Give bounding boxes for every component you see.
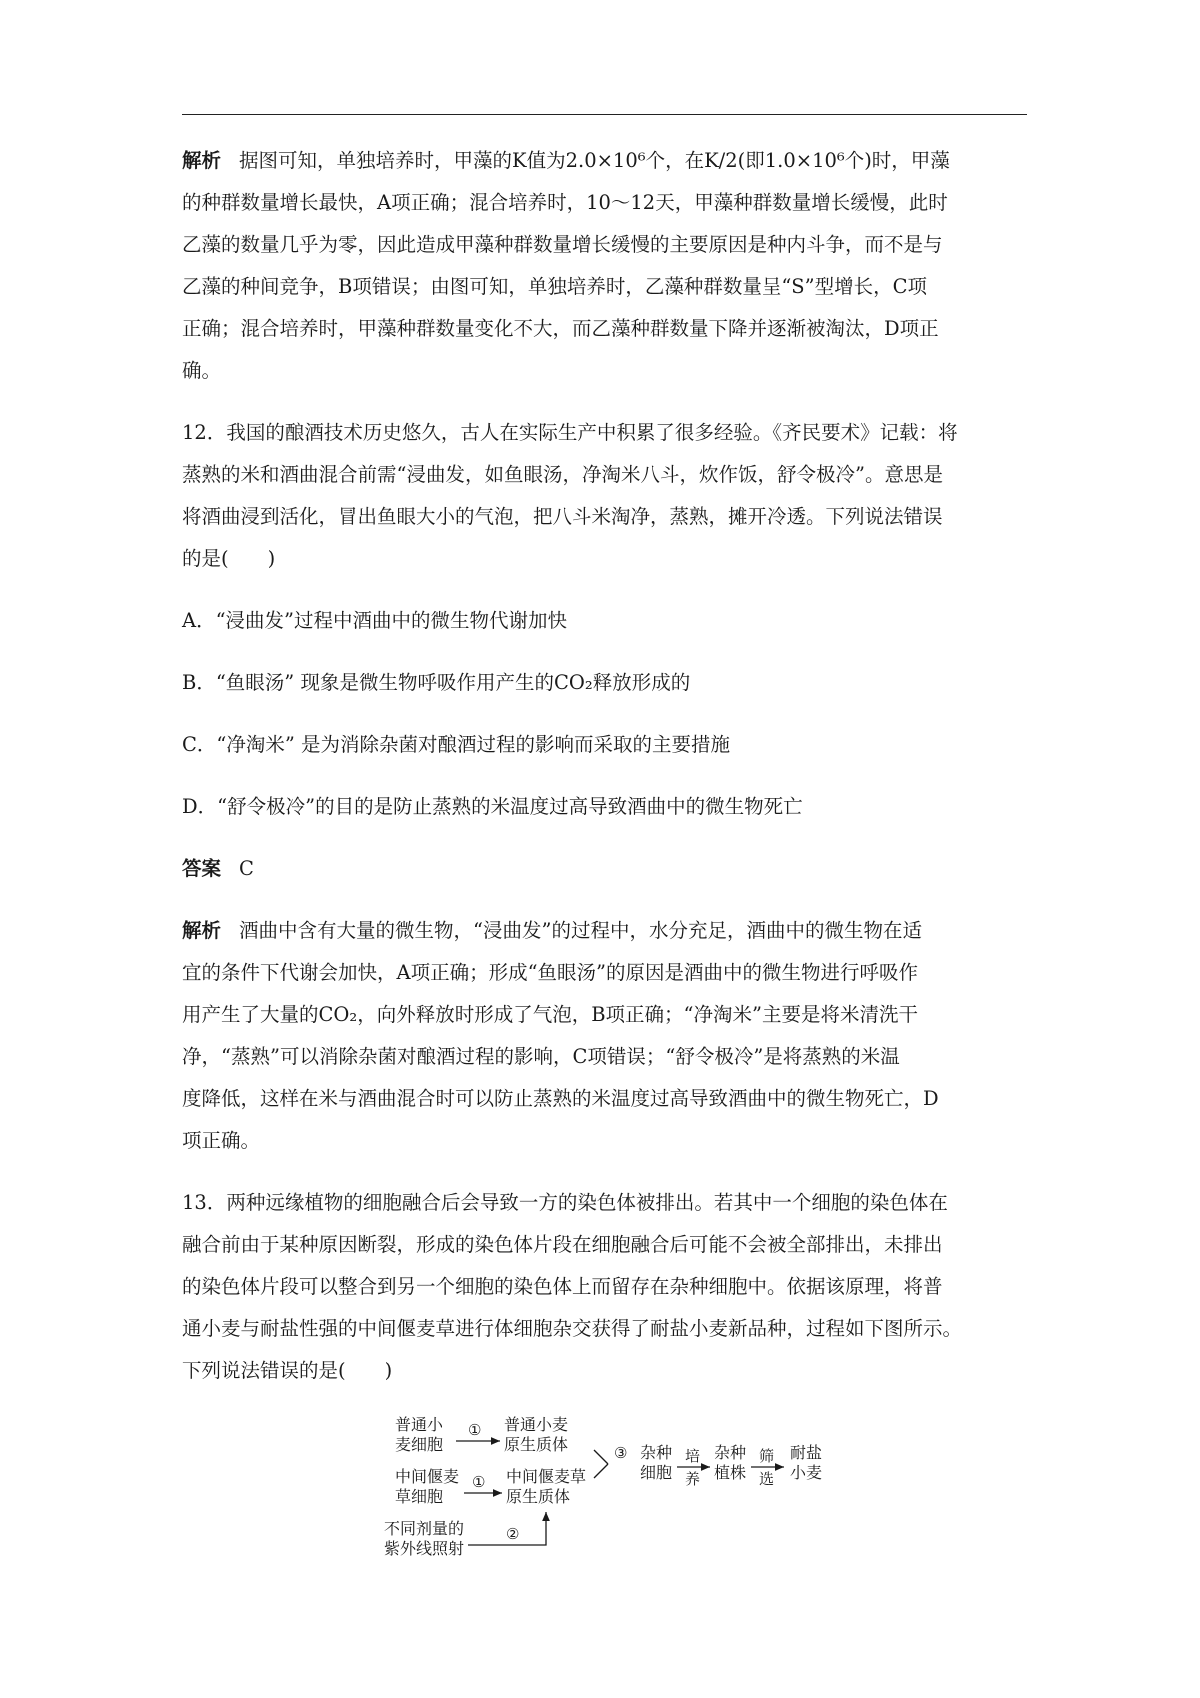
uv-label-2: 紫外线照射 — [384, 1539, 465, 1558]
hybrid-plant-label-1: 杂种 — [714, 1443, 747, 1462]
wheat-protoplast-label-2: 原生质体 — [504, 1435, 569, 1454]
question-line: 蒸熟的米和酒曲混合前需“浸曲发，如鱼眼汤，净淘米八斗，炊作饭，舒令极冷”。意思是 — [182, 463, 943, 486]
answer-value: C — [239, 857, 254, 880]
step2-label: ② — [506, 1525, 520, 1543]
answer-label: 答案 — [182, 857, 222, 880]
analysis-line: 确。 — [182, 359, 222, 382]
step1-label-grass: ① — [472, 1473, 486, 1491]
merge-line-bottom — [594, 1464, 608, 1478]
culture-label-2: 养 — [685, 1470, 701, 1488]
option-a: A．“浸曲发”过程中酒曲中的微生物代谢加快 — [182, 609, 568, 632]
question-13 — [182, 1182, 1027, 1392]
grass-protoplast-label-2: 原生质体 — [506, 1487, 571, 1506]
analysis-line: 项正确。 — [182, 1129, 261, 1152]
question-line: 融合前由于某种原因断裂，形成的染色体片段在细胞融合后可能不会被全部排出，未排出 — [182, 1233, 943, 1256]
analysis-line: 解析 酒曲中含有大量的微生物，“浸曲发”的过程中，水分充足，酒曲中的微生物在适 — [182, 919, 922, 942]
grass-cell-label-1: 中间偃麦 — [395, 1467, 460, 1486]
page-content — [182, 140, 1027, 1392]
grass-cell-label-2: 草细胞 — [395, 1487, 444, 1506]
analysis-line: 度降低，这样在米与酒曲混合时可以防止蒸熟的米温度过高导致酒曲中的微生物死亡，D — [182, 1087, 939, 1110]
hybrid-cell-label-1: 杂种 — [640, 1443, 673, 1462]
merge-line-top — [594, 1450, 608, 1464]
analysis-line: 净，“蒸熟”可以消除杂菌对酿酒过程的影响，C项错误；“舒令极冷”是将蒸熟的米温 — [182, 1045, 900, 1068]
question-line: 13．两种远缘植物的细胞融合后会导致一方的染色体被排出。若其中一个细胞的染色体在 — [182, 1191, 948, 1214]
wheat-protoplast-label-1: 普通小麦 — [504, 1415, 569, 1434]
question-line: 12．我国的酿酒技术历史悠久，古人在实际生产中积累了很多经验。《齐民要术》记载：将 — [182, 421, 958, 444]
question-line: 下列说法错误的是( ) — [182, 1359, 393, 1382]
screen-label-2: 选 — [759, 1470, 775, 1488]
step1-label-wheat: ① — [468, 1421, 482, 1439]
analysis-12 — [182, 910, 1027, 1162]
analysis-line: 的种群数量增长最快，A项正确；混合培养时，10～12天，甲藻种群数量增长缓慢，此时 — [182, 191, 948, 214]
question-line: 将酒曲浸到活化，冒出鱼眼大小的气泡，把八斗米淘净，蒸熟，摊开冷透。下列说法错误 — [182, 505, 943, 528]
option-c: C．“净淘米” 是为消除杂菌对酿酒过程的影响而采取的主要措施 — [182, 733, 731, 756]
question-line: 的染色体片段可以整合到另一个细胞的染色体上而留存在杂种细胞中。依据该原理，将普 — [182, 1275, 943, 1298]
question-line: 的是( ) — [182, 547, 276, 570]
salt-wheat-label-2: 小麦 — [790, 1463, 823, 1482]
analysis-line: 用产生了大量的CO₂，向外释放时形成了气泡，B项正确；“净淘米”主要是将米清洗干 — [182, 1003, 918, 1026]
culture-label-1: 培 — [685, 1447, 701, 1465]
option-b: B．“鱼眼汤” 现象是微生物呼吸作用产生的CO₂释放形成的 — [182, 671, 691, 694]
salt-wheat-label-1: 耐盐 — [790, 1443, 823, 1462]
analysis-label: 解析 — [182, 919, 222, 942]
wheat-cell-label-1: 普通小 — [395, 1415, 444, 1434]
grass-protoplast-label-1: 中间偃麦草 — [506, 1467, 587, 1486]
header-rule — [182, 114, 1027, 115]
hybrid-plant-label-2: 植株 — [714, 1463, 747, 1482]
analysis-line: 解析 据图可知，单独培养时，甲藻的K值为2.0×10⁶个，在K/2(即1.0×10⁶个)时，甲藻 — [182, 149, 950, 172]
screen-label-1: 筛 — [759, 1447, 775, 1465]
analysis-line: 宜的条件下代谢会加快，A项正确；形成“鱼眼汤”的原因是酒曲中的微生物进行呼吸作 — [182, 961, 919, 984]
analysis-line: 乙藻的种间竞争，B项错误；由图可知，单独培养时，乙藻种群数量呈“S”型增长，C项 — [182, 275, 928, 298]
step3-label: ③ — [614, 1444, 628, 1462]
wheat-cell-label-2: 麦细胞 — [395, 1435, 444, 1454]
analysis-label: 解析 — [182, 149, 222, 172]
question-12 — [182, 412, 1027, 890]
analysis-line: 正确；混合培养时，甲藻种群数量变化不大，而乙藻种群数量下降并逐渐被淘汰，D项正 — [182, 317, 939, 340]
question-line: 通小麦与耐盐性强的中间偃麦草进行体细胞杂交获得了耐盐小麦新品种，过程如下图所示。 — [182, 1317, 963, 1340]
uv-label-1: 不同剂量的 — [384, 1519, 465, 1538]
option-d: D．“舒令极冷”的目的是防止蒸熟的米温度过高导致酒曲中的微生物死亡 — [182, 795, 803, 818]
analysis-11 — [182, 140, 1027, 392]
answer — [182, 848, 1027, 890]
analysis-line: 乙藻的数量几乎为零，因此造成甲藻种群数量增长缓慢的主要原因是种内斗争，而不是与 — [182, 233, 943, 256]
cell-fusion-diagram — [380, 1410, 840, 1560]
hybrid-cell-label-2: 细胞 — [640, 1463, 673, 1482]
